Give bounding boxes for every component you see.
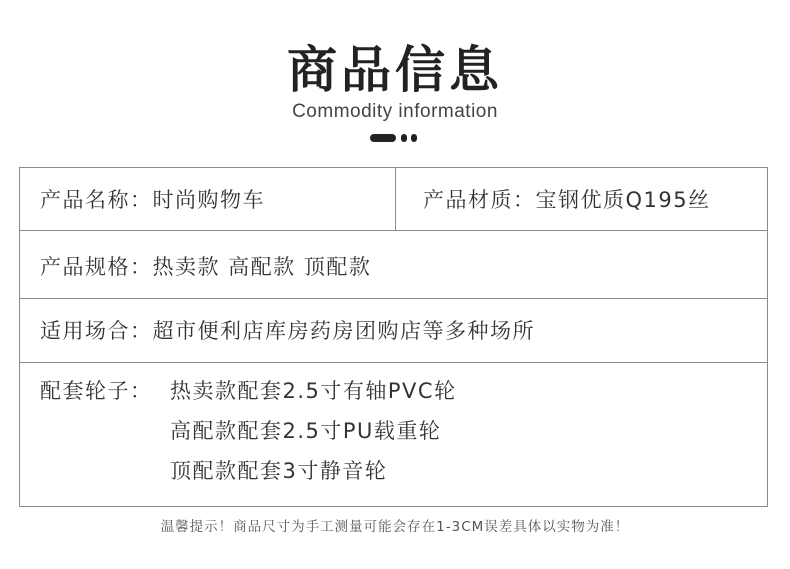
product-occasion-cell: 适用场合：超市便利店库房药房团购店等多种场所 bbox=[40, 319, 535, 343]
title-divider-decoration bbox=[370, 134, 430, 144]
cell-divider bbox=[395, 168, 396, 230]
divider-dot bbox=[401, 134, 407, 142]
product-name-cell: 产品名称：时尚购物车 bbox=[40, 188, 265, 212]
product-material-cell: 产品材质：宝钢优质Q195丝 bbox=[423, 188, 711, 212]
page-title: 商品信息 bbox=[287, 41, 503, 99]
wheels-label: 配套轮子： bbox=[40, 379, 153, 403]
wheels-line-hot: 热卖款配套2.5寸有轴PVC轮 bbox=[170, 379, 457, 403]
wheels-line-high: 高配款配套2.5寸PU载重轮 bbox=[170, 419, 442, 443]
product-spec-cell: 产品规格：热卖款 高配款 顶配款 bbox=[40, 255, 372, 279]
measurement-disclaimer: 温馨提示！商品尺寸为手工测量可能会存在1-3CM误差具体以实物为准！ bbox=[160, 519, 630, 535]
table-row-name-material bbox=[20, 168, 767, 231]
divider-dot bbox=[411, 134, 417, 142]
table-row-occasion bbox=[20, 299, 767, 363]
table-row-spec bbox=[20, 231, 767, 299]
wheels-line-top: 顶配款配套3寸静音轮 bbox=[170, 459, 388, 483]
product-info-table bbox=[19, 167, 768, 507]
table-row-wheels bbox=[20, 363, 767, 506]
divider-bar bbox=[370, 134, 396, 142]
page-subtitle: Commodity information bbox=[292, 101, 498, 122]
